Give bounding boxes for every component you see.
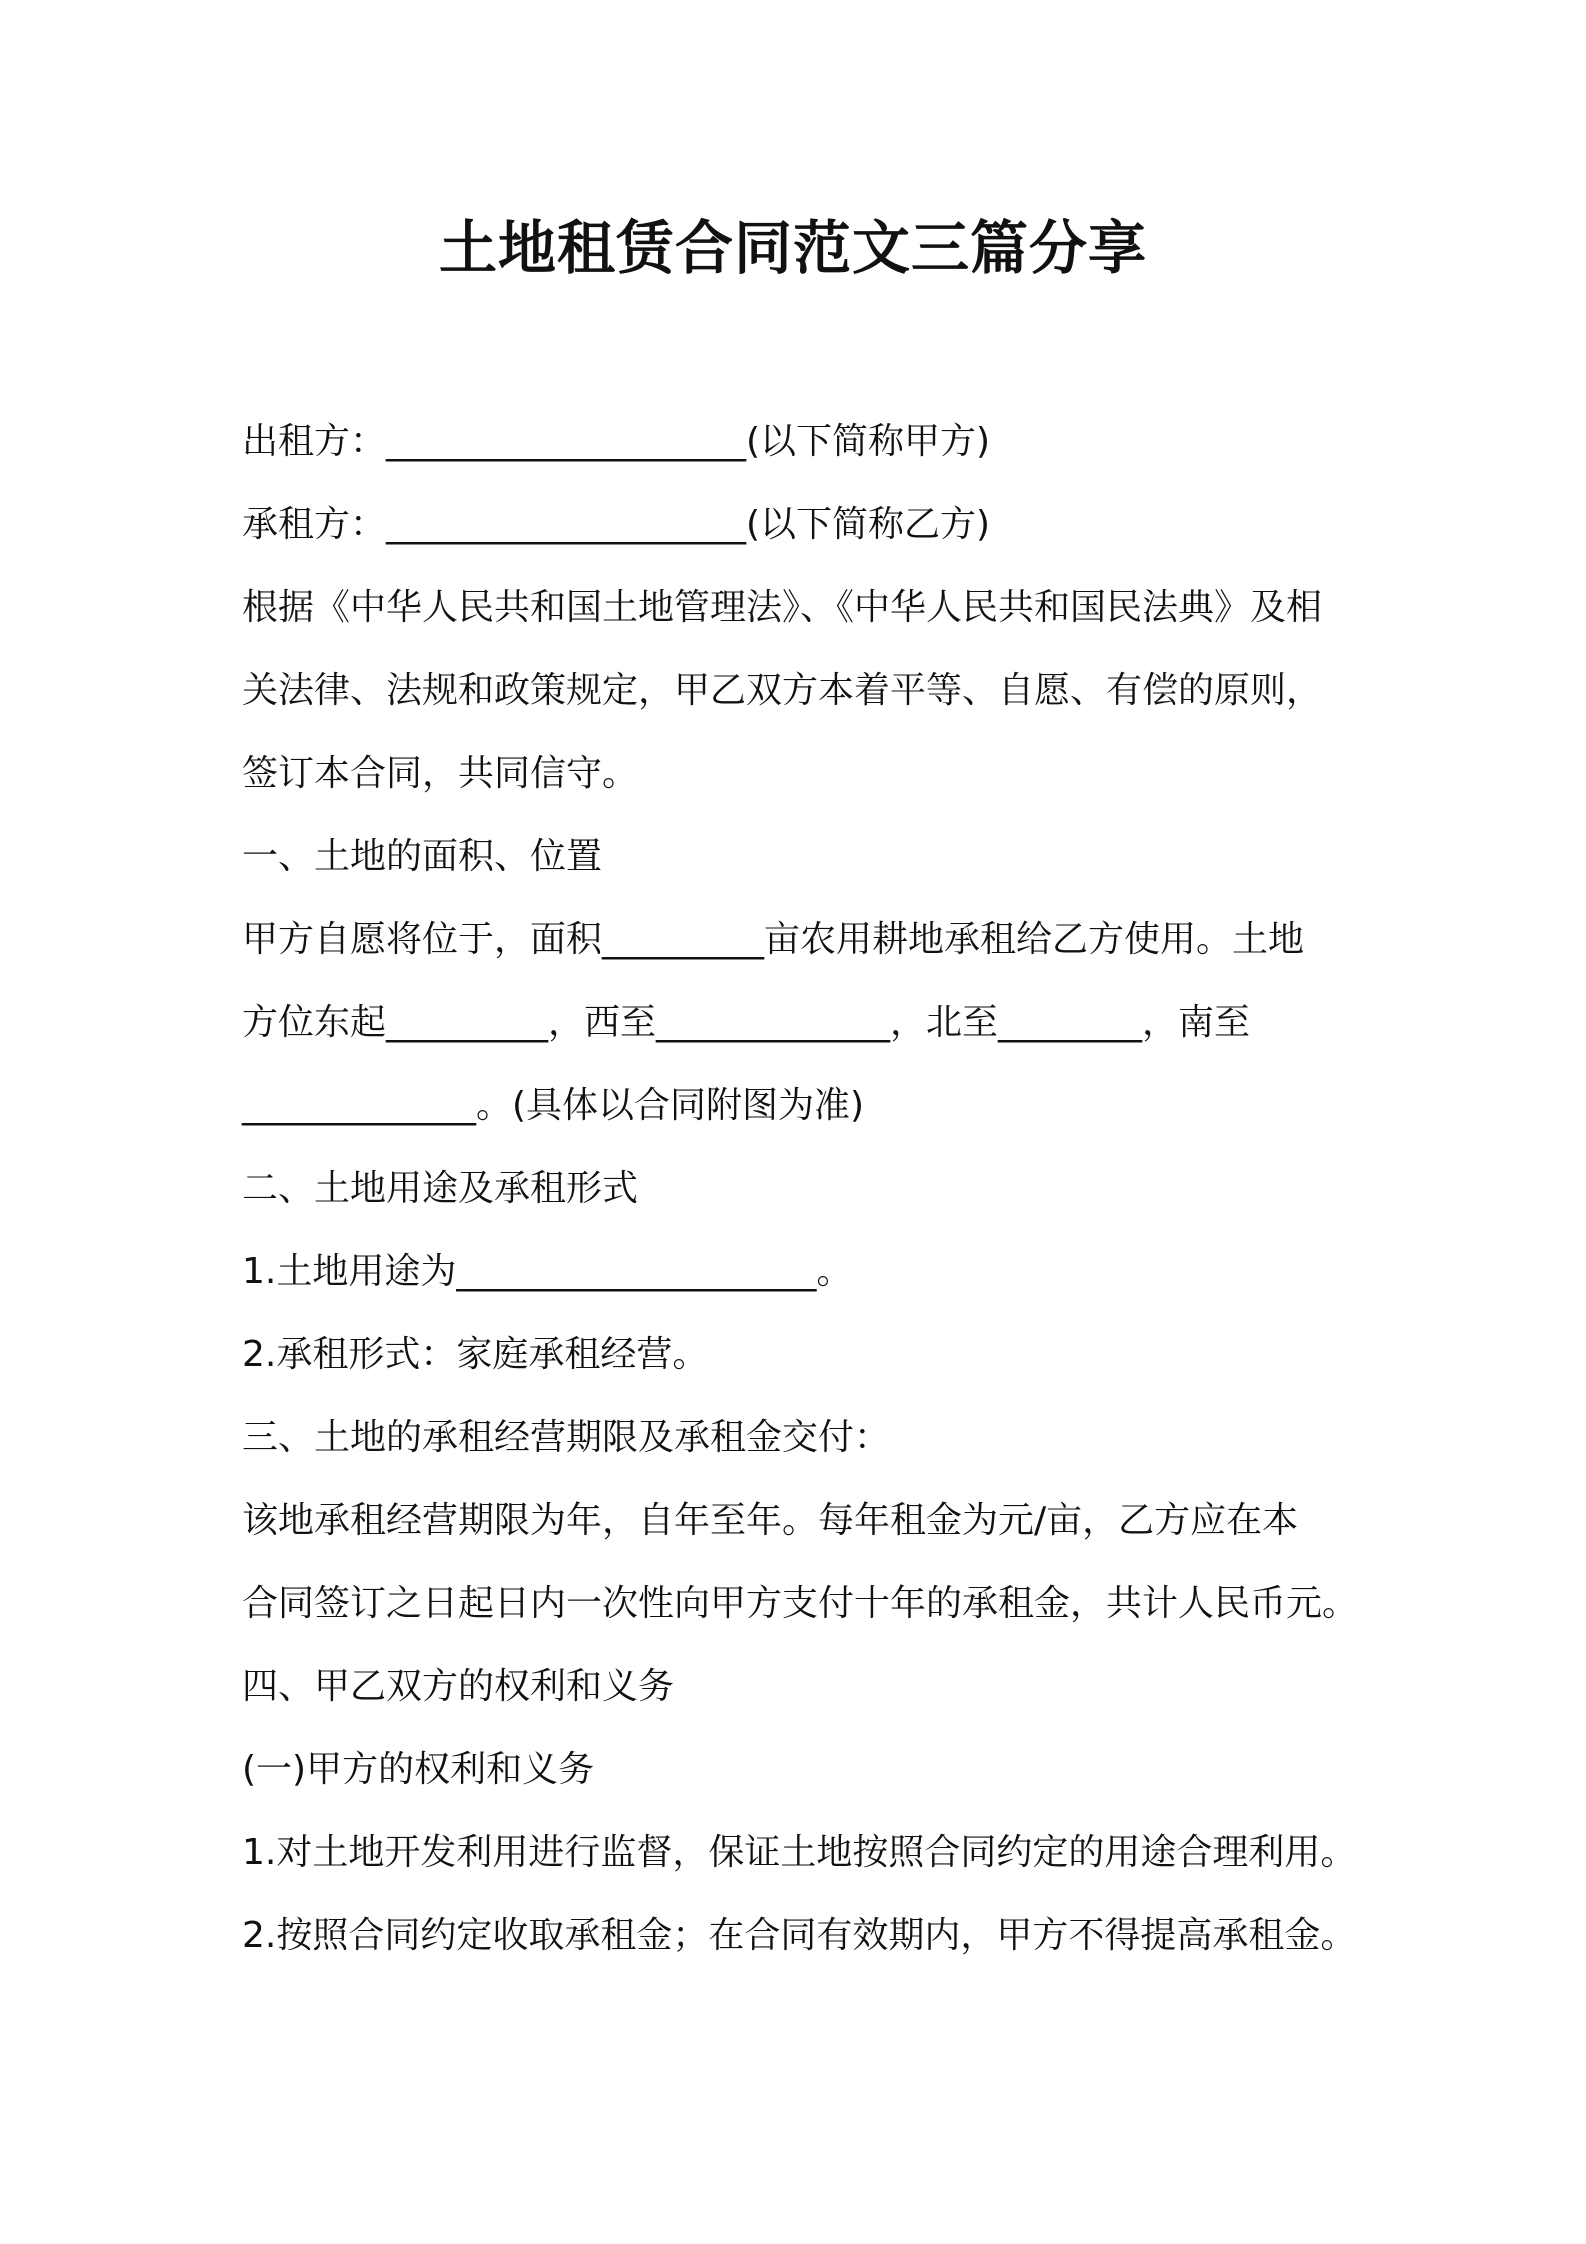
- section-4-subheading-1: (一)甲方的权利和义务: [242, 1749, 595, 1790]
- section-3-text-1: 该地承租经营期限为年，自年至年。每年租金为元/亩，乙方应在本: [242, 1500, 1299, 1541]
- section-4-item-2: 2.按照合同约定收取承租金；在合同有效期内，甲方不得提高承租金。: [242, 1915, 1357, 1956]
- section-2-item-1: 1.土地用途为____________________。: [242, 1251, 853, 1292]
- section-3-heading: 三、土地的承租经营期限及承租金交付：: [242, 1417, 891, 1458]
- document-body: [242, 400, 1382, 1977]
- section-4-item-1: 1.对土地开发利用进行监督，保证土地按照合同约定的用途合理利用。: [242, 1832, 1357, 1873]
- section-1-heading: 一、土地的面积、位置: [242, 836, 603, 877]
- lessee-line: 承租方：____________________(以下简称乙方): [242, 504, 991, 545]
- section-1-text-3: _____________。(具体以合同附图为准): [242, 1085, 865, 1126]
- section-3-text-2: 合同签订之日起日内一次性向甲方支付十年的承租金，共计人民币元。: [242, 1583, 1359, 1624]
- section-2-item-2: 2.承租形式：家庭承租经营。: [242, 1334, 709, 1375]
- document-title: 土地租赁合同范文三篇分享: [438, 214, 1147, 282]
- section-4-heading: 四、甲乙双方的权利和义务: [242, 1666, 675, 1707]
- section-1-text-2: 方位东起_________，西至_____________，北至________，南至: [242, 1002, 1251, 1043]
- preamble-line-3: 签订本合同，共同信守。: [242, 753, 639, 794]
- preamble-line-2: 关法律、法规和政策规定，甲乙双方本着平等、自愿、有偿的原则，: [242, 670, 1323, 711]
- lessor-line: 出租方：____________________(以下简称甲方): [242, 421, 991, 462]
- section-1-text-1: 甲方自愿将位于，面积_________亩农用耕地承租给乙方使用。土地: [242, 919, 1305, 960]
- section-2-heading: 二、土地用途及承租形式: [242, 1168, 639, 1209]
- preamble-line-1: 根据《中华人民共和国土地管理法》、《中华人民共和国民法典》及相: [242, 587, 1323, 628]
